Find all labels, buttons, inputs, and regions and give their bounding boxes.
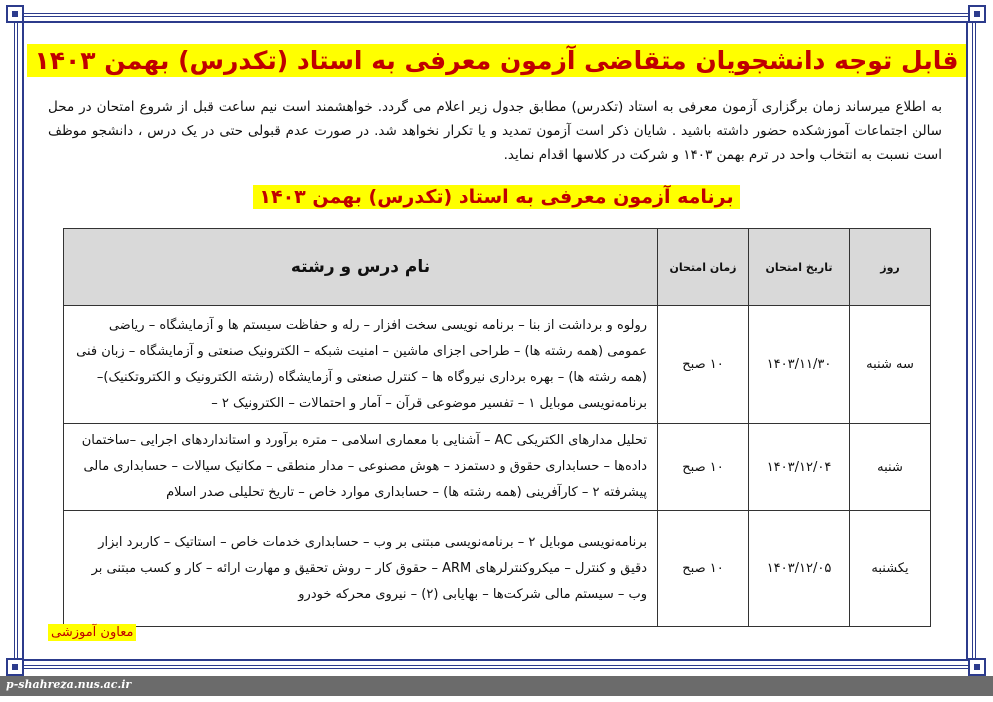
table-row	[64, 511, 931, 627]
corner-ornament-icon	[6, 5, 24, 23]
title-container	[0, 44, 993, 77]
cell-date: ۱۴۰۳/۱۱/۳۰	[749, 306, 850, 424]
corner-ornament-icon	[6, 658, 24, 676]
header-date: تاریخ امتحان	[749, 229, 850, 306]
header-course: نام درس و رشته	[64, 229, 658, 306]
exam-schedule-table	[63, 228, 931, 627]
header-day: روز	[850, 229, 931, 306]
table-row	[64, 424, 931, 511]
footer-bar	[0, 676, 993, 696]
corner-ornament-icon	[968, 658, 986, 676]
cell-day: سه شنبه	[850, 306, 931, 424]
cell-date: ۱۴۰۳/۱۲/۰۵	[749, 511, 850, 627]
cell-date: ۱۴۰۳/۱۲/۰۴	[749, 424, 850, 511]
intro-paragraph: به اطلاع میرساند زمان برگزاری آزمون معرفی به استاد (تکدرس) مطابق جدول زیر اعلام می گردد. خواهشمند است نیم ساعت قبل از شروع امتحان در محل سالن اجتماعات آموزشکده حضور داشته باشید . شایان ذکر است آزمون تمدید و یا تکرار نخواهد شد. در صورت عدم قبولی حتی در یک درس ، دانشجو موظف است نسبت به انتخاب واحد در ترم بهمن ۱۴۰۳ و شرکت در کلاسها اقدام نماید.	[48, 99, 942, 163]
table-row	[64, 306, 931, 424]
schedule-title: برنامه آزمون معرفی به استاد (تکدرس) بهمن ۱۴۰۳	[253, 185, 739, 209]
cell-course: تحلیل مدارهای الکتریکی AC – آشنایی با معماری اسلامی – متره برآورد و استانداردهای اجرایی –ساختمان داده‌ها – حسابداری حقوق و دستمزد – هوش مصنوعی – مدار منطقی – مکانیک سیالات – حسابداری مالی پیشرفته ۲ – کارآفرینی (همه رشته ها) – حسابداری موارد خاص – تاریخ تحلیلی صدر اسلام	[64, 424, 658, 511]
schedule-title-container	[0, 185, 993, 209]
page-title: قابل توجه دانشجویان متقاضی آزمون معرفی به استاد (تکدرس) بهمن ۱۴۰۳	[27, 44, 967, 77]
cell-time: ۱۰ صبح	[658, 306, 749, 424]
footer-site-link[interactable]: p-shahreza.nus.ac.ir	[6, 678, 132, 691]
corner-ornament-icon	[968, 5, 986, 23]
cell-day: شنبه	[850, 424, 931, 511]
cell-course: برنامه‌نویسی موبایل ۲ – برنامه‌نویسی مبتنی بر وب – حسابداری خدمات خاص – استاتیک – کاربرد ابزار دقیق و کنترل – میکروکنترلرهای ARM – حقوق کار – روش تحقیق و مهارت ارائه – کار و کسب مبتنی بر وب – سیستم مالی شرکت‌ها – بهایابی (۲) – نیروی محرکه خودرو	[64, 511, 658, 627]
header-time: زمان امتحان	[658, 229, 749, 306]
table-header-row	[64, 229, 931, 306]
cell-time: ۱۰ صبح	[658, 424, 749, 511]
signature-label: معاون آموزشی	[48, 624, 136, 641]
cell-time: ۱۰ صبح	[658, 511, 749, 627]
cell-course: رولوه و برداشت از بنا – برنامه نویسی سخت افزار – رله و حفاظت سیستم ها و آزمایشگاه – ریاضی عمومی (همه رشته ها) – طراحی اجزای ماشین – امنیت شبکه – الکترونیک صنعتی و آزمایشگاه – زبان فنی (همه رشته ها) – بهره برداری نیروگاه ها – کنترل صنعتی و آزمایشگاه (رشته الکترونیک و الکتروتکنیک)– برنامه‌نویسی موبایل ۱ – تفسیر موضوعی قرآن – آمار و احتمالات – الکترونیک ۲ –	[64, 306, 658, 424]
cell-day: یکشنبه	[850, 511, 931, 627]
